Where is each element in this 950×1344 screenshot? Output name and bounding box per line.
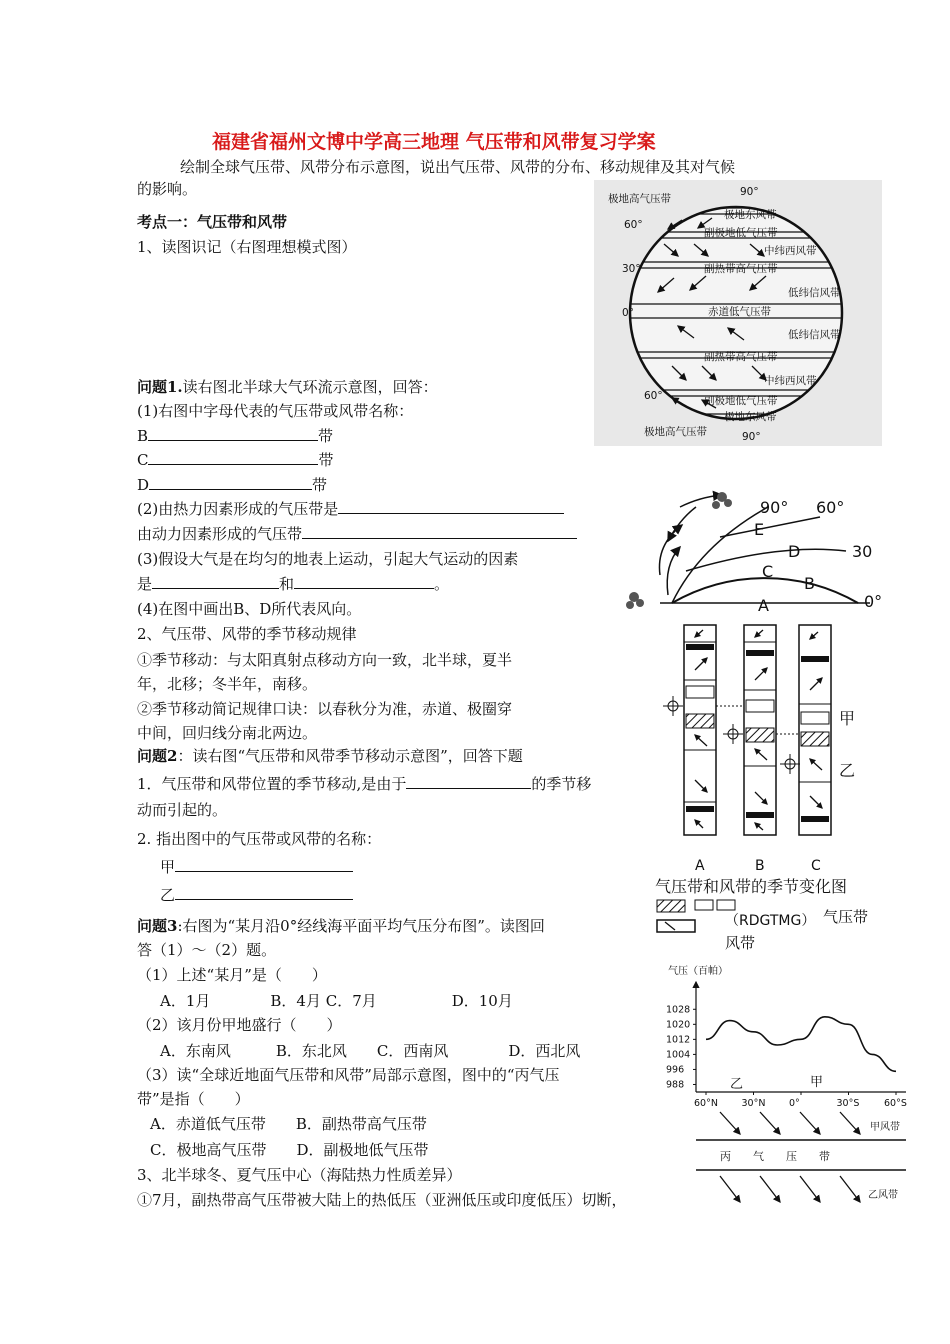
letter-c: C [137, 451, 149, 469]
answer-row-d [137, 475, 327, 495]
fig1-band-8: 副热带高气压带 [704, 351, 778, 363]
question-1-label: 问题1. [137, 378, 183, 396]
fig1-lat-60-bottom: 60° [644, 390, 663, 402]
fig2-cloud-icons [626, 492, 732, 609]
question-1-2a [137, 499, 564, 519]
fig1-band-7: 低纬信风带 [788, 329, 841, 341]
fig1-band-4: 副热带高气压带 [704, 263, 778, 275]
question-3-label: 问题3 [137, 917, 178, 935]
question-3-2-options: A．东南风 B．东北风 C．西南风 D．西北风 [160, 1042, 581, 1060]
seasonal-column-b [744, 625, 776, 835]
question-3-3b: 带”是指（ ） [137, 1090, 250, 1108]
fig3-legend [657, 900, 868, 952]
belt-diagram [696, 1112, 906, 1202]
q1-3b-text: 是 [137, 575, 153, 593]
chart-x-tick-label: 60°S [884, 1098, 907, 1109]
answer-blank-factor-2[interactable] [294, 574, 434, 589]
fig2-inner-arc-2 [720, 517, 820, 537]
question-2-2: 2. 指出图中的气压带或风带的名称： [137, 830, 382, 848]
answer-blank-factor-1[interactable] [152, 574, 279, 589]
chart-y-tick-label: 1012 [666, 1034, 691, 1046]
chart-x-tick-label: 30°N [741, 1098, 766, 1109]
answer-blank-d[interactable] [149, 475, 312, 490]
answer-blank-b[interactable] [148, 426, 318, 441]
question-2-1c: 动而引起的。 [137, 801, 228, 819]
question-1-4: (4)在图中画出B、D所代表风向。 [137, 600, 362, 618]
figure-pressure-chart [660, 962, 920, 1212]
item-2: 2、气压带、风带的季节移动规律 [137, 625, 357, 643]
fig1-band-10: 副极地低气压带 [704, 395, 778, 407]
chart-x-tick-label: 30°S [836, 1098, 860, 1109]
question-3-3-options-2: C．极地高气压带 D．副极地低气压带 [150, 1141, 429, 1159]
fig1-band-1: 极地东风带 [724, 209, 777, 221]
figure-global-belts-svg [594, 180, 882, 446]
item-3-1: ①7月，副热带高气压带被大陆上的热低压（亚洲低压或印度低压）切断， [137, 1191, 627, 1209]
item-1: 1、读图识记（右图理想模式图） [137, 238, 357, 256]
fig2-letter-e: E [754, 520, 765, 539]
chart-y-tick-label: 1028 [666, 1004, 691, 1016]
letter-d: D [137, 476, 150, 494]
fig1-band-5: 低纬信风带 [788, 287, 841, 299]
fig1-label-bottom: 极地高气压带 [644, 426, 707, 438]
fig1-lat-30-top: 30° [622, 263, 641, 275]
answer-row-b [137, 426, 333, 446]
item-2-1b: 年，北移；冬半年，南移。 [137, 675, 318, 693]
question-1-3b [137, 574, 449, 594]
q1-2b-text: 由动力因素形成的气压带 [137, 525, 303, 543]
question-2 [137, 746, 523, 766]
letter-b: B [137, 427, 149, 445]
seasonal-column-a [684, 625, 716, 835]
answer-blank-c[interactable] [148, 450, 318, 465]
question-2-label: 问题2 [137, 747, 178, 765]
question-3 [137, 916, 545, 936]
question-2-1a [137, 774, 591, 794]
fig1-band-2: 副极地低气压带 [704, 227, 778, 239]
fig1-band-3: 中纬西风带 [764, 245, 817, 257]
item-2-1a: ①季节移动：与太阳真射点移动方向一致，北半球，夏半 [137, 651, 513, 669]
question-1-2b [137, 524, 577, 544]
answer-blank-season[interactable] [406, 774, 531, 789]
chart-x-tick-label: 0° [789, 1098, 800, 1109]
fig3-legend-text: （RDGTMG） [725, 913, 816, 929]
fig3-col-b: B [755, 858, 765, 874]
q2-1b-text: 的季节移 [531, 775, 592, 793]
fig3-legend-pressure: 气压带 [823, 908, 869, 926]
suffix-dai: 带 [318, 427, 334, 445]
answer-blank-yi[interactable] [175, 885, 353, 900]
figure-nh-circulation [620, 485, 890, 615]
chart-label-jia: 甲 [810, 1075, 824, 1090]
belt-top-label: 甲风带 [870, 1122, 900, 1133]
label-jia: 甲 [160, 858, 176, 876]
chart-y-tick-label: 988 [666, 1079, 685, 1091]
chart-pressure-line [706, 1017, 896, 1072]
fig2-lat-0: 0° [864, 592, 883, 611]
fig2-letter-b: B [804, 574, 815, 593]
question-3-1-options: A．1月 B．4月 C．7月 D．10月 [160, 992, 513, 1010]
intro-line-1: 绘制全球气压带、风带分布示意图，说出气压带、风带的分布、移动规律及其对气候 [180, 158, 736, 176]
belt-bottom-label: 乙风带 [868, 1190, 898, 1201]
q2-1a-text: 1．气压带和风带位置的季节移动,是由于 [137, 775, 407, 793]
fig1-lat-60-top: 60° [624, 219, 643, 231]
answer-blank-jia[interactable] [175, 857, 353, 872]
chart-ylabel: 气压（百帕） [668, 966, 728, 977]
fig1-lat-90-top: 90° [740, 186, 759, 198]
fig1-band-11: 极地东风带 [724, 411, 777, 423]
fig2-lat-30: 30 [852, 542, 873, 561]
chart-label-yi: 乙 [730, 1077, 744, 1092]
fig2-letter-c: C [762, 562, 774, 581]
question-3-text: :右图为“某月沿0°经线海平面平均气压分布图”。读图回 [177, 917, 545, 935]
label-yi: 乙 [160, 886, 176, 904]
fig2-letter-d: D [788, 542, 801, 561]
answer-row-yi [160, 885, 353, 905]
fig1-label-top: 极地高气压带 [608, 193, 671, 205]
chart-x-tick-label: 60°N [694, 1098, 718, 1109]
fig2-circulation-arrows [659, 495, 722, 595]
fig1-band-9: 中纬西风带 [764, 375, 817, 387]
question-1-3a: (3)假设大气是在均匀的地表上运动，引起大气运动的因素 [137, 550, 519, 568]
answer-row-c [137, 450, 334, 470]
chart-y-tick-label: 996 [666, 1064, 685, 1076]
page-title: 福建省福州文博中学高三地理 气压带和风带复习学案 [212, 131, 656, 153]
fig3-label-yi: 乙 [839, 761, 856, 780]
conj-he: 和 [279, 575, 295, 593]
fig3-label-jia: 甲 [839, 709, 856, 728]
answer-row-jia [160, 857, 353, 877]
fig3-caption: 气压带和风带的季节变化图 [655, 877, 848, 896]
chart-y-ticks [666, 1004, 696, 1090]
chart-x-ticks [694, 1092, 907, 1109]
chart-y-tick-label: 1020 [666, 1019, 691, 1031]
intro-line-2: 的影响。 [137, 180, 198, 198]
fig2-lat-90: 90° [760, 498, 789, 517]
suffix-dai: 带 [312, 476, 328, 494]
q1-2a-text: (2)由热力因素形成的气压带是 [137, 500, 339, 518]
item-2-2b: 中间，回归线分南北两边。 [137, 724, 318, 742]
figure-seasonal-shift [655, 620, 895, 952]
question-3-3a: （3）读“全球近地面气压带和风带”局部示意图，图中的“丙气压 [137, 1066, 560, 1084]
fig2-lat-60: 60° [816, 498, 845, 517]
question-1-1: (1)右图中字母代表的气压带或风带名称： [137, 402, 414, 420]
chart-y-tick-label: 1004 [666, 1049, 691, 1061]
question-3-text-2: 答（1）～（2）题。 [137, 941, 277, 959]
suffix-dai: 带 [318, 451, 334, 469]
fig3-legend-wind: 风带 [725, 934, 756, 952]
fig2-letter-a: A [758, 596, 769, 615]
fig3-col-a: A [695, 858, 705, 874]
question-1 [137, 377, 438, 397]
figure-global-belts [594, 180, 882, 446]
question-3-2: （2）该月份甲地盛行（ ） [137, 1016, 342, 1034]
question-3-1: （1）上述“某月”是（ ） [137, 966, 327, 984]
question-1-text: 读右图北半球大气环流示意图，回答： [182, 378, 438, 396]
fig3-col-c: C [811, 858, 821, 874]
answer-blank-thermal[interactable] [338, 499, 564, 514]
question-3-3-options-1: A．赤道低气压带 B．副热带高气压带 [150, 1115, 427, 1133]
belt-middle-label: 丙 气 压 带 [720, 1150, 830, 1163]
answer-blank-dynamic[interactable] [302, 524, 577, 539]
fig1-band-6: 赤道低气压带 [708, 306, 771, 318]
question-2-text: ：读右图“气压带和风带季节移动示意图”，回答下题 [177, 747, 523, 765]
seasonal-column-c [799, 625, 831, 835]
item-2-2a: ②季节移动简记规律口诀：以春秋分为准，赤道、极圈穿 [137, 700, 513, 718]
fig1-lat-0: 0° [622, 307, 634, 319]
fig1-lat-90-bottom: 90° [742, 431, 761, 443]
item-3: 3、北半球冬、夏气压中心（海陆热力性质差异） [137, 1166, 462, 1184]
kaodian-1-heading: 考点一：气压带和风带 [137, 213, 288, 231]
period: 。 [434, 575, 450, 593]
